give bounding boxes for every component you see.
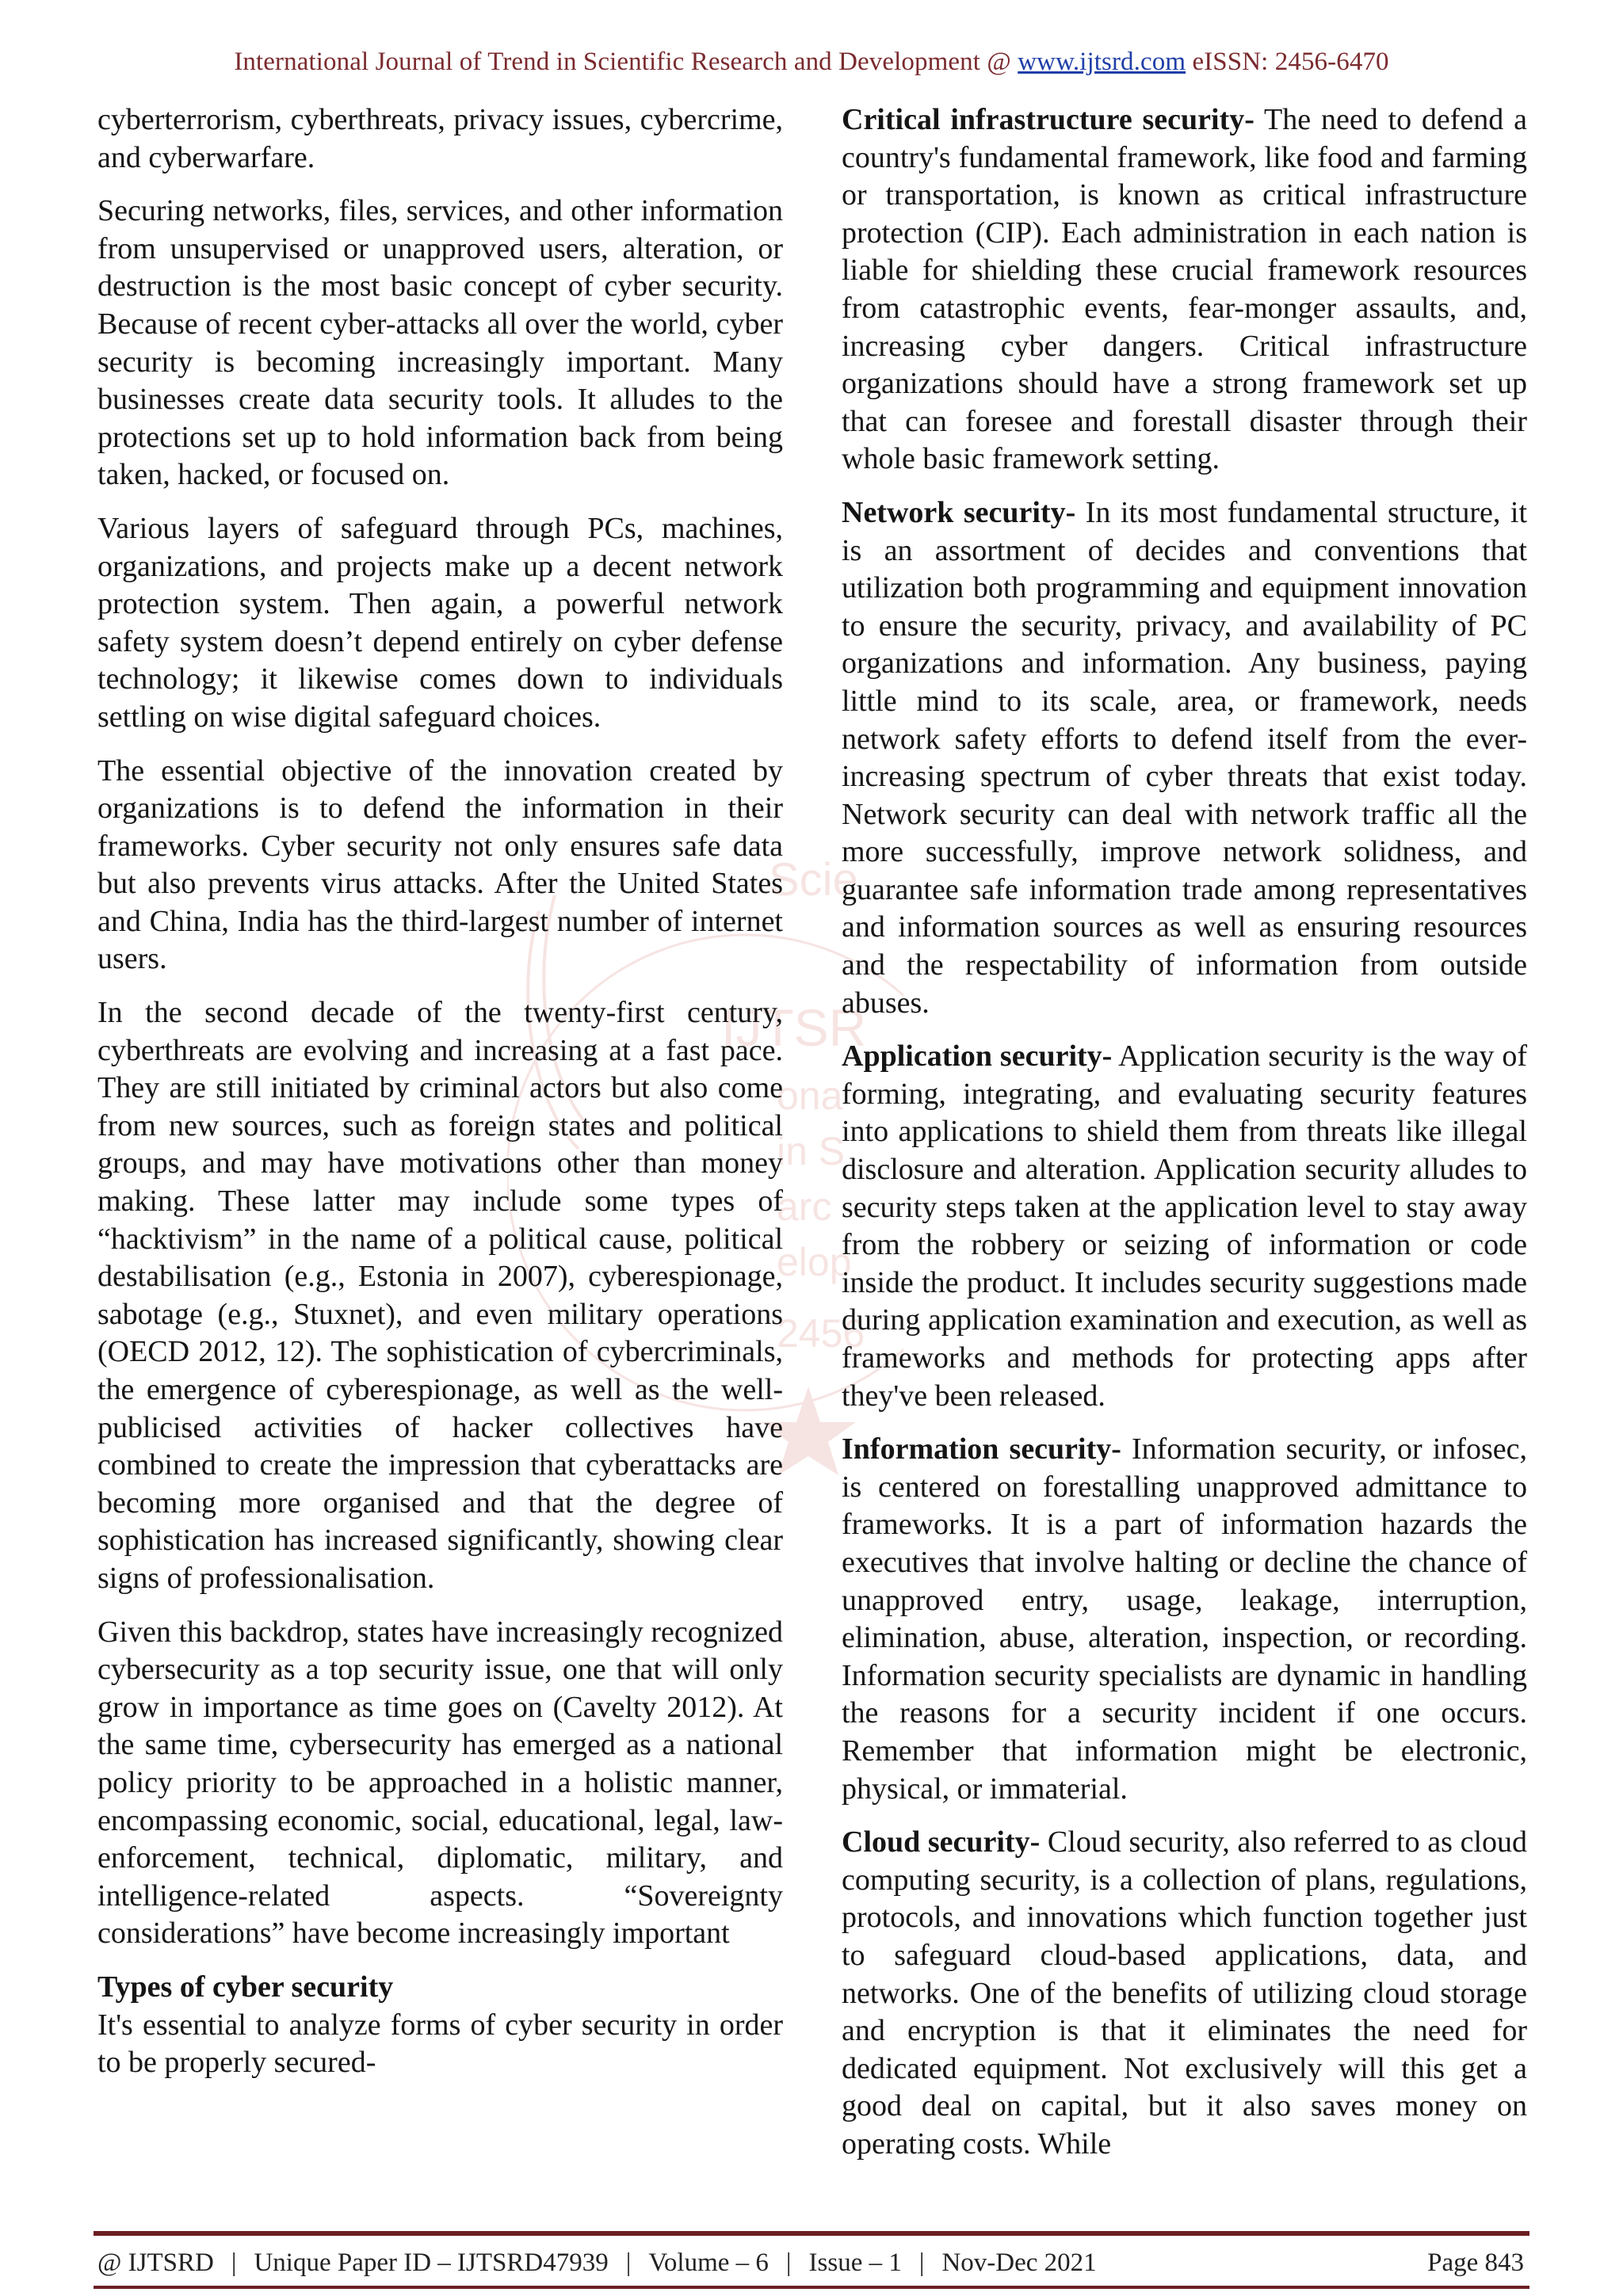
term-network-security: Network security- (842, 495, 1076, 529)
journal-name: International Journal of Trend in Scientific Research and Development @ (234, 48, 1011, 76)
paragraph-cyberterrorism: cyberterrorism, cyberthreats, privacy issues, cybercrime, and cyberwarfare. (97, 103, 783, 174)
journal-header (0, 48, 1623, 77)
footer-volume: Volume – 6 (648, 2248, 769, 2277)
paragraph-securing-networks: Securing networks, files, services, and other information from unsupervised or unapproved users, alteration, or destruction is the most basic concept of cyber security. Because of recent cyber-attacks all over the world, cyber security is becoming increasingly important. Many businesses create data security tools. It alludes to the protections set up to hold information back from being taken, hacked, or focused on. (97, 194, 783, 492)
watermark-text-3: ona (777, 1074, 843, 1118)
watermark-text-5: arc (777, 1184, 832, 1229)
footer-separator: | (785, 2248, 792, 2277)
watermark-text-7: 2456 (777, 1311, 865, 1356)
text-network-security: In its most fundamental structure, it is an assortment of decides and conventions that utilization both programming and equipment innovation to ensure the security, privacy, and availability of PC organizations and information. Any business, paying little mind to its scale, area, or framework, needs network safety efforts to defend itself from the ever-increasing spectrum of cyber threats that exist today. Network security can deal with network traffic all the more successfully, improve network solidness, and guarantee safe information trade among representatives and information sources as well as ensuring resources and the respectability of information from outside abuses. (842, 495, 1527, 1020)
footer-rule-top (94, 2231, 1529, 2236)
journal-issn: eISSN: 2456-6470 (1192, 48, 1389, 76)
footer-rule-bottom (94, 2286, 1529, 2289)
watermark-text-6: elop (777, 1240, 852, 1284)
term-critical-infrastructure: Critical infrastructure security- (842, 103, 1254, 136)
footer-issue: Issue – 1 (808, 2248, 902, 2277)
paragraph-information-security (842, 1431, 1527, 1808)
footer-separator: | (918, 2248, 925, 2277)
journal-url-link[interactable]: www.ijtsrd.com (1018, 48, 1186, 76)
paragraph-critical-infrastructure (842, 101, 1527, 479)
term-cloud-security: Cloud security- (842, 1825, 1041, 1859)
left-column (97, 101, 783, 2082)
paragraph-analyze-forms: It's essential to analyze forms of cyber security in order to be properly secured- (97, 2008, 783, 2080)
paragraph-cloud-security (842, 1824, 1527, 2163)
right-column (842, 101, 1527, 2163)
paragraph-essential-objective: The essential objective of the innovation created by organizations is to defend the information in their frameworks. Cyber security not only ensures safe data but also prevents virus attacks. After the United States and China, India has the third-largest number of internet users. (97, 753, 783, 976)
paragraph-application-security (842, 1038, 1527, 1415)
footer-separator: | (625, 2248, 632, 2277)
footer-date: Nov-Dec 2021 (941, 2248, 1097, 2277)
term-application-security: Application security- (842, 1039, 1113, 1074)
footer-journal: @ IJTSRD (97, 2248, 214, 2277)
watermark-text-1: Scie (769, 854, 858, 906)
footer-page-number: Page 843 (1427, 2248, 1524, 2277)
paragraph-backdrop: Given this backdrop, states have increasingly recognized cybersecurity as a top security issue, one that will only grow in importance as time goes on (Cavelty 2012). At the same time, cybersecurity has emerged as a national policy priority to be approached in a holistic manner, encompassing economic, social, educational, legal, law-enforcement, technical, diplomatic, military, and intelligence-related aspects. “Sovereignty considerations” have become increasingly important (97, 1615, 783, 1951)
paragraph-second-decade: In the second decade of the twenty-first century, cyberthreats are evolving and increasing at a fast pace. They are still initiated by criminal actors but also come from new sources, such as foreign states and political groups, and may have motivations other than money making. These latter may include some types of “hacktivism” in the name of a political cause, political destabilisation (e.g., Estonia in 2007), cyberespionage, sabotage (e.g., Stuxnet), and even military operations (OECD 2012, 12). The sophistication of cybercriminals, the emergence of cyberespionage, as well as the well-publicised activities of hacker collectives have combined to create the impression that cyberattacks are becoming more organised and that the degree of sophistication has increased significantly, showing clear signs of professionalisation. (97, 996, 783, 1595)
text-information-security: Information security, or infosec, is centered on forestalling unapproved admittance to frameworks. It is a part of information hazards the executives that involve halting or decline the chance of unapproved entry, usage, leakage, interruption, elimination, abuse, alteration, inspection, or recording. Information security specialists are dynamic in handling the reasons for a security incident if one occurs. Remember that information might be electronic, physical, or immaterial. (842, 1432, 1527, 1806)
footer-paper-id: Unique Paper ID – IJTSRD47939 (254, 2248, 609, 2277)
term-information-security: Information security- (842, 1432, 1121, 1466)
paragraph-network-security (842, 494, 1527, 1022)
text-application-security: Application security is the way of forming, integrating, and evaluating security features into applications to shield them from threats like illegal disclosure and alteration. Application security alludes to security steps taken at the application level to stay away from the robbery or seizing of information or code inside the product. It includes security suggestions made during application examination and execution, as well as frameworks and methods for protecting apps after they've been released. (842, 1039, 1527, 1413)
watermark-text-4: in S (777, 1129, 846, 1173)
text-critical-infrastructure: The need to defend a country's fundamental framework, like food and farming or transportation, is known as critical infrastructure protection (CIP). Each administration in each nation is liable for shielding these crucial framework resources from catastrophic events, fear-monger assaults, and, increasing cyber dangers. Critical infrastructure organizations should have a strong framework set up that can foresee and forestall disaster through their whole basic framework setting. (842, 103, 1527, 476)
page-footer (97, 2248, 1524, 2278)
footer-separator: | (231, 2248, 237, 2277)
text-cloud-security: Cloud security, also referred to as cloud computing security, is a collection of plans, regulations, protocols, and innovations which function together just to safeguard cloud-based applications, data, and networks. One of the benefits of utilizing cloud storage and encryption is that it eliminates the need for dedicated equipment. Not exclusively will this get a good deal on capital, but it also saves money on operating costs. While (842, 1825, 1528, 2161)
paragraph-layers-safeguard: Various layers of safeguard through PCs, machines, organizations, and projects make up a decent network protection system. Then again, a powerful network safety system doesn’t depend entirely on cyber defense technology; it likewise comes down to individuals settling on wise digital safeguard choices. (97, 511, 783, 734)
watermark-text-2: IJTSR (721, 998, 867, 1057)
section-heading-types: Types of cyber security (97, 1970, 394, 2004)
